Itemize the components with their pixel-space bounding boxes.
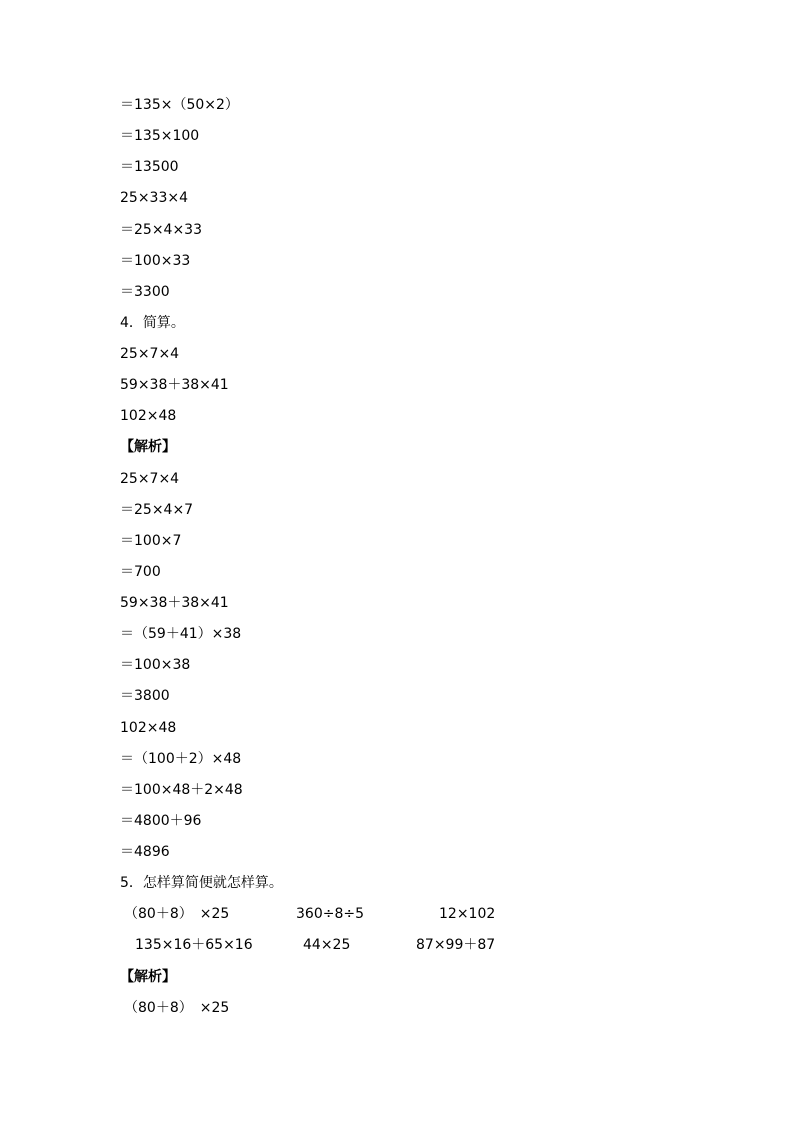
q5-expression: 12×102 [439,906,496,922]
text-line: ＝3300 [120,284,170,300]
text-line: ＝100×7 [120,533,182,549]
text-line: 59×38＋38×41 [120,595,229,611]
question-5-heading: 5．怎样算简便就怎样算。 [120,875,283,891]
q5-expression: 135×16＋65×16 [135,937,253,953]
text-line: ＝（100＋2）×48 [120,751,242,767]
text-line: ＝700 [120,564,161,580]
text-line: ＝25×4×7 [120,502,194,518]
text-line: 59×38＋38×41 [120,377,229,393]
text-line: ＝（59＋41）×38 [120,626,242,642]
q5-expression: （80＋8） ×25 [124,906,230,922]
q5-expression: 44×25 [303,937,351,953]
text-line: ＝100×48＋2×48 [120,782,243,798]
analysis-heading: 【解析】 [120,439,176,455]
q5-expression: 360÷8÷5 [296,906,364,922]
text-line: 25×33×4 [120,190,188,206]
text-line: ＝135×100 [120,128,200,144]
text-line: ＝100×33 [120,253,191,269]
text-line: 102×48 [120,408,177,424]
analysis-heading: 【解析】 [120,969,176,985]
text-line: ＝135×（50×2） [120,97,239,113]
text-line: ＝100×38 [120,657,191,673]
question-4-heading: 4．简算。 [120,315,185,331]
text-line: 102×48 [120,720,177,736]
text-line: ＝3800 [120,688,170,704]
text-line: （80＋8） ×25 [124,1000,230,1016]
text-line: ＝4896 [120,844,170,860]
text-line: ＝25×4×33 [120,222,202,238]
text-line: ＝4800＋96 [120,813,202,829]
text-line: 25×7×4 [120,471,180,487]
q5-expression: 87×99＋87 [416,937,496,953]
text-line: 25×7×4 [120,346,180,362]
text-line: ＝13500 [120,159,179,175]
